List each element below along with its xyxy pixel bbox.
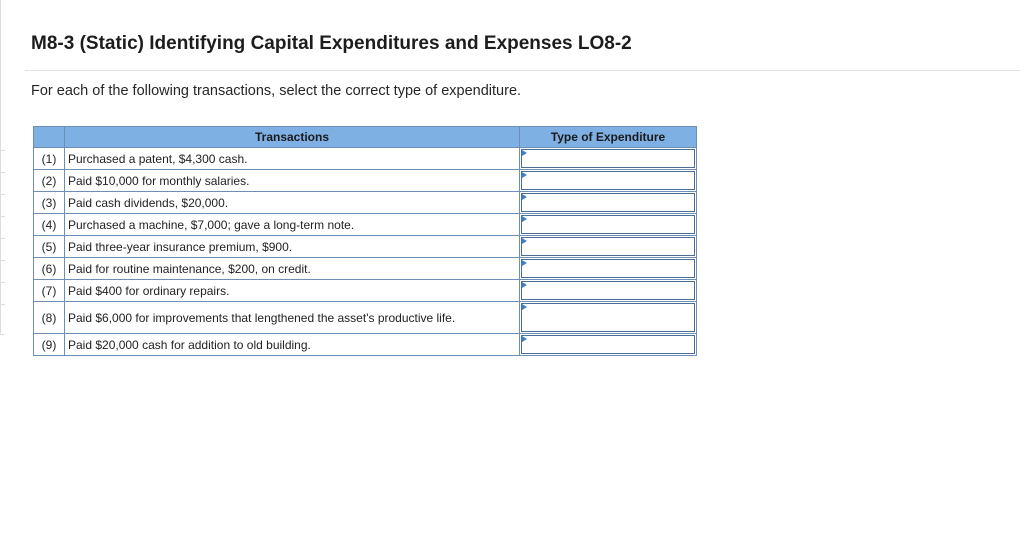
page-edge-tick xyxy=(0,334,5,335)
table-row xyxy=(34,192,697,214)
transaction-description: Paid $20,000 cash for addition to old building. xyxy=(65,334,520,356)
number-column-header xyxy=(34,127,65,148)
table-row xyxy=(34,236,697,258)
triangle-right-icon xyxy=(522,282,527,288)
row-number: (3) xyxy=(34,192,65,214)
row-number: (1) xyxy=(34,148,65,170)
transaction-description: Purchased a patent, $4,300 cash. xyxy=(65,148,520,170)
expenditure-type-dropdown[interactable] xyxy=(521,281,695,300)
transaction-description: Paid three-year insurance premium, $900. xyxy=(65,236,520,258)
expenditure-type-dropdown[interactable] xyxy=(521,259,695,278)
title-divider xyxy=(25,70,1020,71)
table-header-row xyxy=(34,127,697,148)
transactions-table xyxy=(33,126,697,356)
expenditure-type-dropdown[interactable] xyxy=(521,237,695,256)
table-row xyxy=(34,214,697,236)
transaction-description: Purchased a machine, $7,000; gave a long-term note. xyxy=(65,214,520,236)
transaction-description: Paid $10,000 for monthly salaries. xyxy=(65,170,520,192)
transactions-column-header: Transactions xyxy=(65,127,520,148)
page-edge-tick xyxy=(0,150,5,151)
row-number: (8) xyxy=(34,302,65,334)
row-number: (2) xyxy=(34,170,65,192)
type-cell xyxy=(520,334,697,356)
triangle-right-icon xyxy=(522,150,527,156)
table-row xyxy=(34,258,697,280)
type-cell xyxy=(520,148,697,170)
type-cell xyxy=(520,280,697,302)
triangle-right-icon xyxy=(522,238,527,244)
expenditure-type-dropdown[interactable] xyxy=(521,193,695,212)
row-number: (7) xyxy=(34,280,65,302)
page-edge-tick xyxy=(0,282,5,283)
type-cell xyxy=(520,258,697,280)
row-number: (4) xyxy=(34,214,65,236)
table-row xyxy=(34,148,697,170)
triangle-right-icon xyxy=(522,304,527,310)
transaction-description: Paid $6,000 for improvements that lengthened the asset's productive life. xyxy=(65,302,520,334)
table-row xyxy=(34,302,697,334)
page-edge-tick xyxy=(0,238,5,239)
transaction-description: Paid cash dividends, $20,000. xyxy=(65,192,520,214)
page-title: M8-3 (Static) Identifying Capital Expenditures and Expenses LO8-2 xyxy=(31,33,632,54)
row-number: (6) xyxy=(34,258,65,280)
type-cell xyxy=(520,192,697,214)
transaction-description: Paid $400 for ordinary repairs. xyxy=(65,280,520,302)
table-row xyxy=(34,170,697,192)
expenditure-type-dropdown[interactable] xyxy=(521,215,695,234)
type-cell xyxy=(520,170,697,192)
expenditure-type-dropdown[interactable] xyxy=(521,171,695,190)
transaction-description: Paid for routine maintenance, $200, on credit. xyxy=(65,258,520,280)
table-row xyxy=(34,334,697,356)
page-edge-tick xyxy=(0,304,5,305)
page-edge-tick xyxy=(0,216,5,217)
triangle-right-icon xyxy=(522,172,527,178)
page-edge-tick xyxy=(0,194,5,195)
row-number: (5) xyxy=(34,236,65,258)
triangle-right-icon xyxy=(522,336,527,342)
triangle-right-icon xyxy=(522,194,527,200)
expenditure-type-dropdown[interactable] xyxy=(521,149,695,168)
type-cell xyxy=(520,236,697,258)
row-number: (9) xyxy=(34,334,65,356)
type-cell xyxy=(520,214,697,236)
expenditure-type-dropdown[interactable] xyxy=(521,303,695,332)
page-edge-tick xyxy=(0,260,5,261)
page-edge-tick xyxy=(0,172,5,173)
instructions-text: For each of the following transactions, select the correct type of expenditure. xyxy=(31,83,522,99)
triangle-right-icon xyxy=(522,260,527,266)
type-cell xyxy=(520,302,697,334)
page-left-edge xyxy=(0,0,1,335)
type-column-header: Type of Expenditure xyxy=(520,127,697,148)
triangle-right-icon xyxy=(522,216,527,222)
table-row xyxy=(34,280,697,302)
expenditure-type-dropdown[interactable] xyxy=(521,335,695,354)
